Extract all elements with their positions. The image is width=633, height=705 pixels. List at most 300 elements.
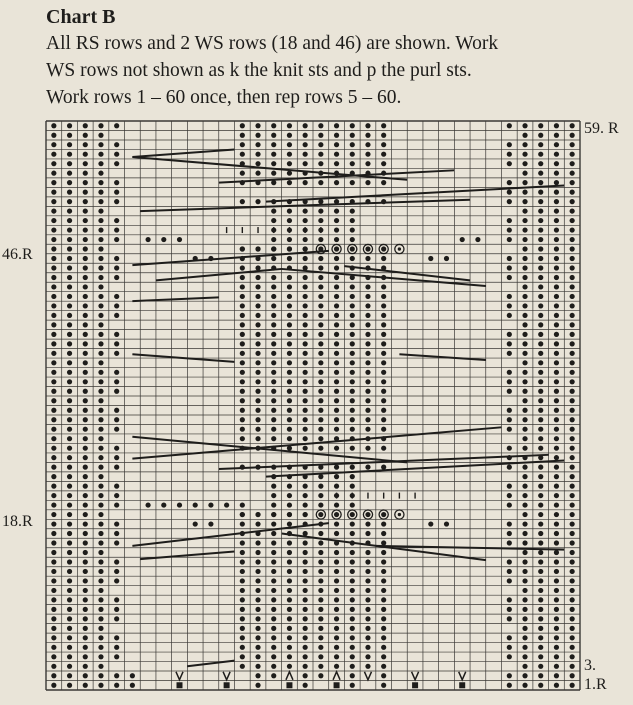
purl-dot [570,645,575,650]
purl-dot [83,360,88,365]
purl-dot [554,417,559,422]
purl-dot [271,171,276,176]
purl-dot [334,559,339,564]
purl-dot [67,284,72,289]
purl-dot [507,313,512,318]
purl-dot [570,559,575,564]
purl-dot [114,521,119,526]
purl-dot [83,284,88,289]
purl-dot [318,635,323,640]
purl-dot [67,493,72,498]
purl-dot [318,550,323,555]
purl-dot [83,540,88,545]
purl-dot [538,190,543,195]
purl-dot [522,635,527,640]
purl-dot [255,578,260,583]
purl-dot [255,123,260,128]
purl-dot [240,502,245,507]
purl-dot [365,152,370,157]
purl-dot [271,673,276,678]
purl-dot [554,256,559,261]
purl-dot [67,484,72,489]
purl-dot [570,303,575,308]
purl-dot [538,237,543,242]
purl-dot [303,502,308,507]
purl-dot [67,133,72,138]
purl-dot [98,171,103,176]
purl-dot [114,256,119,261]
purl-dot [428,256,433,261]
purl-dot [271,484,276,489]
purl-dot [365,256,370,261]
purl-dot [554,531,559,536]
purl-dot [208,521,213,526]
purl-dot [538,569,543,574]
purl-dot [240,284,245,289]
purl-dot [83,379,88,384]
purl-dot [51,360,56,365]
purl-dot [83,161,88,166]
purl-dot [522,294,527,299]
purl-dot [350,398,355,403]
purl-dot [83,531,88,536]
purl-dot [334,578,339,583]
purl-dot [240,142,245,147]
purl-dot [193,502,198,507]
purl-dot [350,294,355,299]
purl-dot [51,531,56,536]
purl-dot [570,465,575,470]
purl-dot [255,379,260,384]
purl-dot [303,275,308,280]
purl-dot [365,398,370,403]
purl-dot [318,673,323,678]
purl-dot [98,493,103,498]
purl-dot [554,275,559,280]
purl-dot [365,417,370,422]
purl-dot [83,484,88,489]
purl-dot [554,521,559,526]
purl-dot [522,417,527,422]
purl-dot [334,645,339,650]
purl-dot [538,645,543,650]
purl-dot [522,578,527,583]
purl-dot [51,616,56,621]
purl-dot [554,313,559,318]
purl-dot [303,427,308,432]
purl-dot [522,408,527,413]
slipped-square-symbol [224,682,230,688]
purl-dot [350,474,355,479]
purl-dot [255,626,260,631]
purl-dot [67,664,72,669]
purl-dot [554,559,559,564]
purl-dot [350,683,355,688]
purl-dot [255,133,260,138]
purl-dot [350,123,355,128]
purl-dot [98,123,103,128]
purl-dot [303,284,308,289]
purl-dot [507,427,512,432]
purl-dot [538,664,543,669]
purl-dot [51,171,56,176]
purl-dot [271,408,276,413]
purl-dot [350,322,355,327]
purl-dot [287,123,292,128]
purl-dot [365,313,370,318]
purl-dot [365,626,370,631]
purl-dot [51,502,56,507]
purl-dot [98,626,103,631]
purl-dot [98,654,103,659]
purl-dot [255,588,260,593]
purl-dot [114,465,119,470]
purl-dot [51,237,56,242]
purl-dot [334,227,339,232]
purl-dot [287,237,292,242]
purl-dot [145,237,150,242]
purl-dot [350,370,355,375]
purl-dot [554,607,559,612]
purl-dot [350,237,355,242]
purl-dot [318,265,323,270]
purl-dot [522,360,527,365]
purl-dot [381,256,386,261]
purl-dot [334,588,339,593]
purl-dot [98,208,103,213]
purl-dot [334,237,339,242]
purl-dot [350,645,355,650]
purl-dot [287,152,292,157]
purl-dot [67,152,72,157]
instruction-line-1: All RS rows and 2 WS rows (18 and 46) are shown. Work [46,33,499,54]
purl-dot [570,208,575,213]
purl-dot [365,645,370,650]
purl-dot [538,152,543,157]
purl-dot [554,360,559,365]
purl-dot [570,427,575,432]
purl-dot [51,180,56,185]
purl-dot [114,303,119,308]
purl-dot [303,408,308,413]
purl-dot [51,275,56,280]
purl-dot [255,152,260,157]
purl-dot [240,616,245,621]
purl-dot [271,616,276,621]
purl-dot [208,502,213,507]
purl-dot [303,294,308,299]
purl-dot [538,597,543,602]
purl-dot [522,142,527,147]
purl-dot [83,237,88,242]
purl-dot [381,673,386,678]
purl-dot [507,446,512,451]
row-label-18: 18.R [2,513,33,530]
purl-dot [350,284,355,289]
purl-dot [334,398,339,403]
purl-dot [83,427,88,432]
purl-dot [240,123,245,128]
purl-dot [114,559,119,564]
purl-dot [507,521,512,526]
purl-dot [303,379,308,384]
purl-dot [318,417,323,422]
purl-dot [350,256,355,261]
purl-dot [67,389,72,394]
purl-dot [83,142,88,147]
purl-dot [350,332,355,337]
purl-dot [538,474,543,479]
purl-dot [98,227,103,232]
purl-dot [51,123,56,128]
purl-dot [287,398,292,403]
purl-dot [554,597,559,602]
purl-dot [554,588,559,593]
purl-dot [240,246,245,251]
purl-dot [365,303,370,308]
purl-dot [240,512,245,517]
purl-dot [538,351,543,356]
purl-dot [570,284,575,289]
purl-dot [83,683,88,688]
purl-dot [507,673,512,678]
purl-dot [287,588,292,593]
purl-dot [570,379,575,384]
purl-dot [83,512,88,517]
purl-dot [83,208,88,213]
purl-dot [554,550,559,555]
purl-dot [240,398,245,403]
purl-dot [507,152,512,157]
purl-dot [67,398,72,403]
purl-dot [507,389,512,394]
purl-dot [334,265,339,270]
purl-dot [114,351,119,356]
purl-dot [287,559,292,564]
purl-dot [538,370,543,375]
purl-dot [554,152,559,157]
purl-dot [318,569,323,574]
purl-dot [114,332,119,337]
purl-dot [255,427,260,432]
purl-dot [98,142,103,147]
purl-dot [83,199,88,204]
purl-dot [318,237,323,242]
purl-dot [554,208,559,213]
instruction-line-2: WS rows not shown as k the knit sts and p the purl sts. [46,60,472,81]
purl-dot [271,341,276,346]
purl-dot [98,635,103,640]
purl-dot [51,303,56,308]
purl-dot [350,379,355,384]
purl-dot [287,332,292,337]
purl-dot [554,142,559,147]
purl-dot [83,474,88,479]
purl-dot [365,284,370,289]
purl-dot [303,398,308,403]
purl-dot [287,635,292,640]
purl-dot [538,607,543,612]
purl-dot [51,408,56,413]
purl-dot [98,180,103,185]
purl-dot [114,616,119,621]
purl-dot [67,265,72,270]
purl-dot [334,408,339,413]
purl-dot [67,616,72,621]
purl-dot [271,654,276,659]
purl-dot [67,360,72,365]
purl-dot [98,427,103,432]
purl-dot [271,597,276,602]
purl-dot [83,521,88,526]
purl-dot [240,597,245,602]
purl-dot [570,493,575,498]
purl-dot [67,246,72,251]
purl-dot [83,313,88,318]
purl-dot [350,616,355,621]
purl-dot [255,171,260,176]
purl-dot [67,673,72,678]
purl-dot [554,465,559,470]
cable-line [132,297,218,301]
purl-dot [83,455,88,460]
purl-dot [334,284,339,289]
purl-dot [350,588,355,593]
purl-dot [51,597,56,602]
purl-dot [98,190,103,195]
purl-dot [334,351,339,356]
purl-dot [350,360,355,365]
purl-dot [67,341,72,346]
row-label-1: 1.R [584,676,607,693]
slipped-square-symbol [412,682,418,688]
purl-dot [365,180,370,185]
purl-dot [240,332,245,337]
purl-dot [350,664,355,669]
purl-dot [522,531,527,536]
purl-dot [67,635,72,640]
purl-dot [318,284,323,289]
purl-dot [507,408,512,413]
purl-dot [538,313,543,318]
purl-dot [287,294,292,299]
purl-dot [51,436,56,441]
purl-dot [334,152,339,157]
purl-dot [381,303,386,308]
purl-dot [83,389,88,394]
purl-dot [381,294,386,299]
purl-dot [51,417,56,422]
purl-dot [67,190,72,195]
purl-dot [381,389,386,394]
purl-dot [287,521,292,526]
purl-dot [303,446,308,451]
purl-dot [51,588,56,593]
purl-dot [538,275,543,280]
purl-dot [538,616,543,621]
purl-dot [318,616,323,621]
purl-dot [350,227,355,232]
purl-dot [538,654,543,659]
purl-dot [240,171,245,176]
purl-dot [51,341,56,346]
purl-dot [554,190,559,195]
purl-dot [83,180,88,185]
purl-dot [255,341,260,346]
purl-dot [507,237,512,242]
purl-dot [522,654,527,659]
purl-dot [51,313,56,318]
purl-dot [240,607,245,612]
purl-dot [350,597,355,602]
purl-dot [570,199,575,204]
purl-dot [507,180,512,185]
purl-dot [98,559,103,564]
purl-dot [83,351,88,356]
purl-dot [554,455,559,460]
purl-dot [522,123,527,128]
purl-dot [255,550,260,555]
purl-dot [287,616,292,621]
purl-dot [303,208,308,213]
purl-dot [114,218,119,223]
purl-dot [303,550,308,555]
purl-dot [507,569,512,574]
purl-dot [318,133,323,138]
purl-dot [83,190,88,195]
purl-dot [365,161,370,166]
purl-dot [538,142,543,147]
purl-dot [381,626,386,631]
purl-dot [51,322,56,327]
purl-dot [287,360,292,365]
purl-dot [114,683,119,688]
purl-dot [67,559,72,564]
purl-dot [51,256,56,261]
purl-dot [522,303,527,308]
purl-dot [381,446,386,451]
purl-dot [98,484,103,489]
purl-dot [318,502,323,507]
purl-dot [334,607,339,612]
purl-dot [381,142,386,147]
purl-dot [570,313,575,318]
purl-dot [381,161,386,166]
purl-dot [507,683,512,688]
cable-line [132,523,328,546]
purl-dot [334,303,339,308]
purl-dot [538,635,543,640]
purl-dot [98,616,103,621]
purl-dot [114,341,119,346]
purl-dot [51,227,56,232]
purl-dot [271,569,276,574]
purl-dot [98,673,103,678]
purl-dot [570,180,575,185]
purl-dot [271,493,276,498]
purl-dot [522,398,527,403]
purl-dot [522,427,527,432]
purl-dot [522,597,527,602]
purl-dot [365,294,370,299]
purl-dot [83,588,88,593]
purl-dot [240,294,245,299]
purl-dot [271,607,276,612]
purl-dot [554,408,559,413]
purl-dot [303,626,308,631]
purl-dot [303,351,308,356]
purl-dot [177,502,182,507]
